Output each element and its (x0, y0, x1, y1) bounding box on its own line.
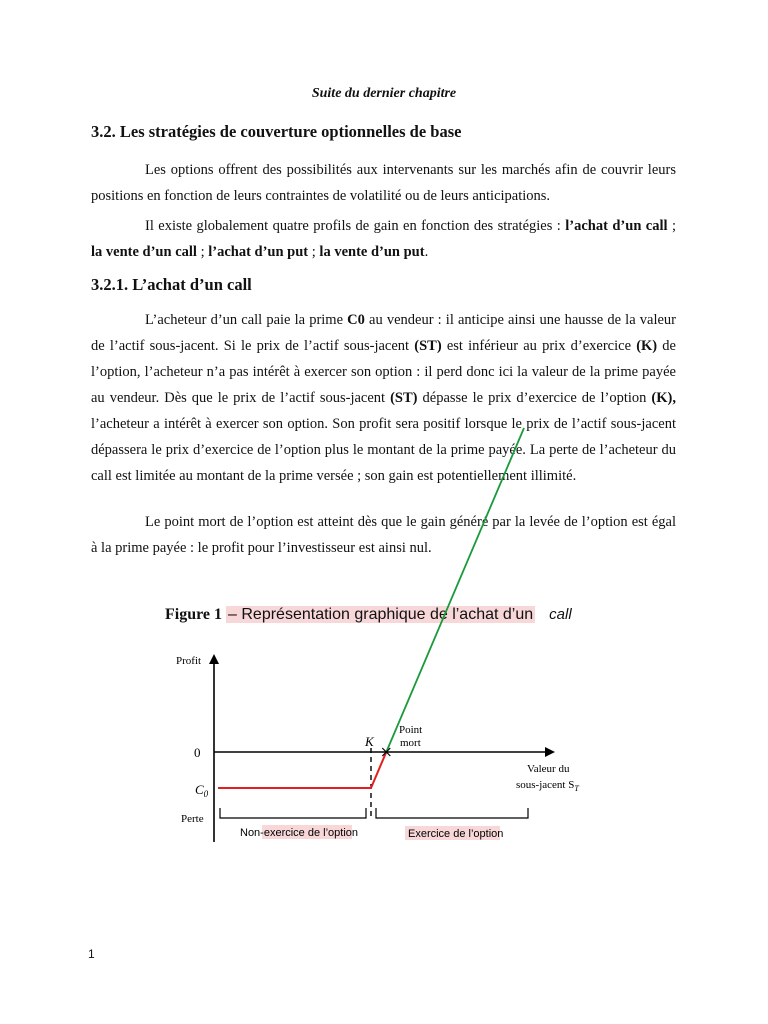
premium-term: C0 (347, 312, 365, 328)
x-axis-label-2: sous-jacent $S_T$ (516, 779, 579, 793)
p3-text-d: de l’option, l’acheteur n’a pas intérêt à exercer son option : il perd donc ici la valeur de la prime payée au vendeur. Dès que le prix de l’actif sous-jacent (91, 338, 676, 406)
strategy-sell-put: la vente d’un put (319, 244, 425, 260)
region-right-label: Exercice de l’option (408, 828, 504, 840)
x-axis-label-1: Valeur du (527, 763, 570, 775)
strike-label: K (365, 734, 374, 749)
y-premium-label: $C_0$ (195, 782, 209, 799)
p3-text-b: au vendeur : il anticipe ainsi une hausse de la valeur de l’actif sous-jacent. Si le prix de l’actif sous-jacent (91, 312, 676, 354)
y-zero-label: 0 (194, 745, 201, 760)
strike-term: (K) (636, 338, 658, 354)
paragraph-profiles-text: Il existe globalement quatre profils de gain en fonction des stratégies : (145, 218, 566, 234)
strategy-buy-call: l’achat d’un call (565, 218, 668, 234)
brace-exercise (376, 808, 528, 818)
figure-title-call: call (549, 606, 572, 623)
y-axis-label-profit: Profit (176, 655, 202, 667)
figure-title-text: – Représentation graphique de l’achat d’un (228, 606, 534, 623)
strategy-sell-call: la vente d’un call (91, 244, 197, 260)
y-axis-label-loss: Perte (181, 813, 204, 825)
strike-term-2: (K), (651, 390, 676, 406)
subsection-heading: 3.2.1. L’achat d’un call (91, 275, 252, 294)
chapter-subtitle: Suite du dernier chapitre (311, 86, 457, 101)
strategy-buy-put: l’achat d’un put (208, 244, 309, 260)
section-heading: 3.2. Les stratégies de couverture optionnelles de base (91, 122, 462, 141)
gain-series-line (386, 428, 524, 752)
paragraph-intro: Les options offrent des possibilités aux intervenants sur les marchés afin de couvrir leurs positions en fonction de leurs contraintes de volatilité ou de leurs anticipations. (91, 162, 676, 204)
breakeven-label-1: Point (399, 724, 423, 736)
figure-number: Figure 1 (165, 606, 223, 623)
p3-text-f: l’acheteur a intérêt à exercer son option. Son profit sera positif lorsque le prix de l’actif sous-jacent dépassera le prix d’exercice de l’option plus le montant de la prime payée. La perte de l’acheteur du call est limitée au montant de la prime versée ; son gain est potentiellement illimité. (91, 416, 676, 484)
paragraph-profiles: Il existe globalement quatre profils de gain en fonction des stratégies : l’achat d’un call ; la vente d’un call ; l’achat d’un put ; la vente d’un put. (91, 218, 676, 260)
p3-text-a: L’acheteur d’un call paie la prime (145, 312, 348, 328)
breakeven-label-2: mort (400, 737, 421, 749)
spot-term: (ST) (414, 338, 442, 354)
p3-text-e: dépasse le prix d’exercice de l’option (417, 390, 652, 406)
page-number: 1 (88, 947, 95, 961)
spot-term-2: (ST) (390, 390, 418, 406)
loss-series-line (218, 752, 386, 788)
brace-non-exercise (220, 808, 366, 818)
paragraph-breakeven: Le point mort de l’option est atteint dès que le gain généré par la levée de l’option est égal à la prime payée : le profit pour l’investisseur est ainsi nul. (91, 514, 676, 556)
p3-text-c: est inférieur au prix d’exercice (441, 338, 637, 354)
region-left-label: Non-exercice de l’option (240, 827, 359, 839)
